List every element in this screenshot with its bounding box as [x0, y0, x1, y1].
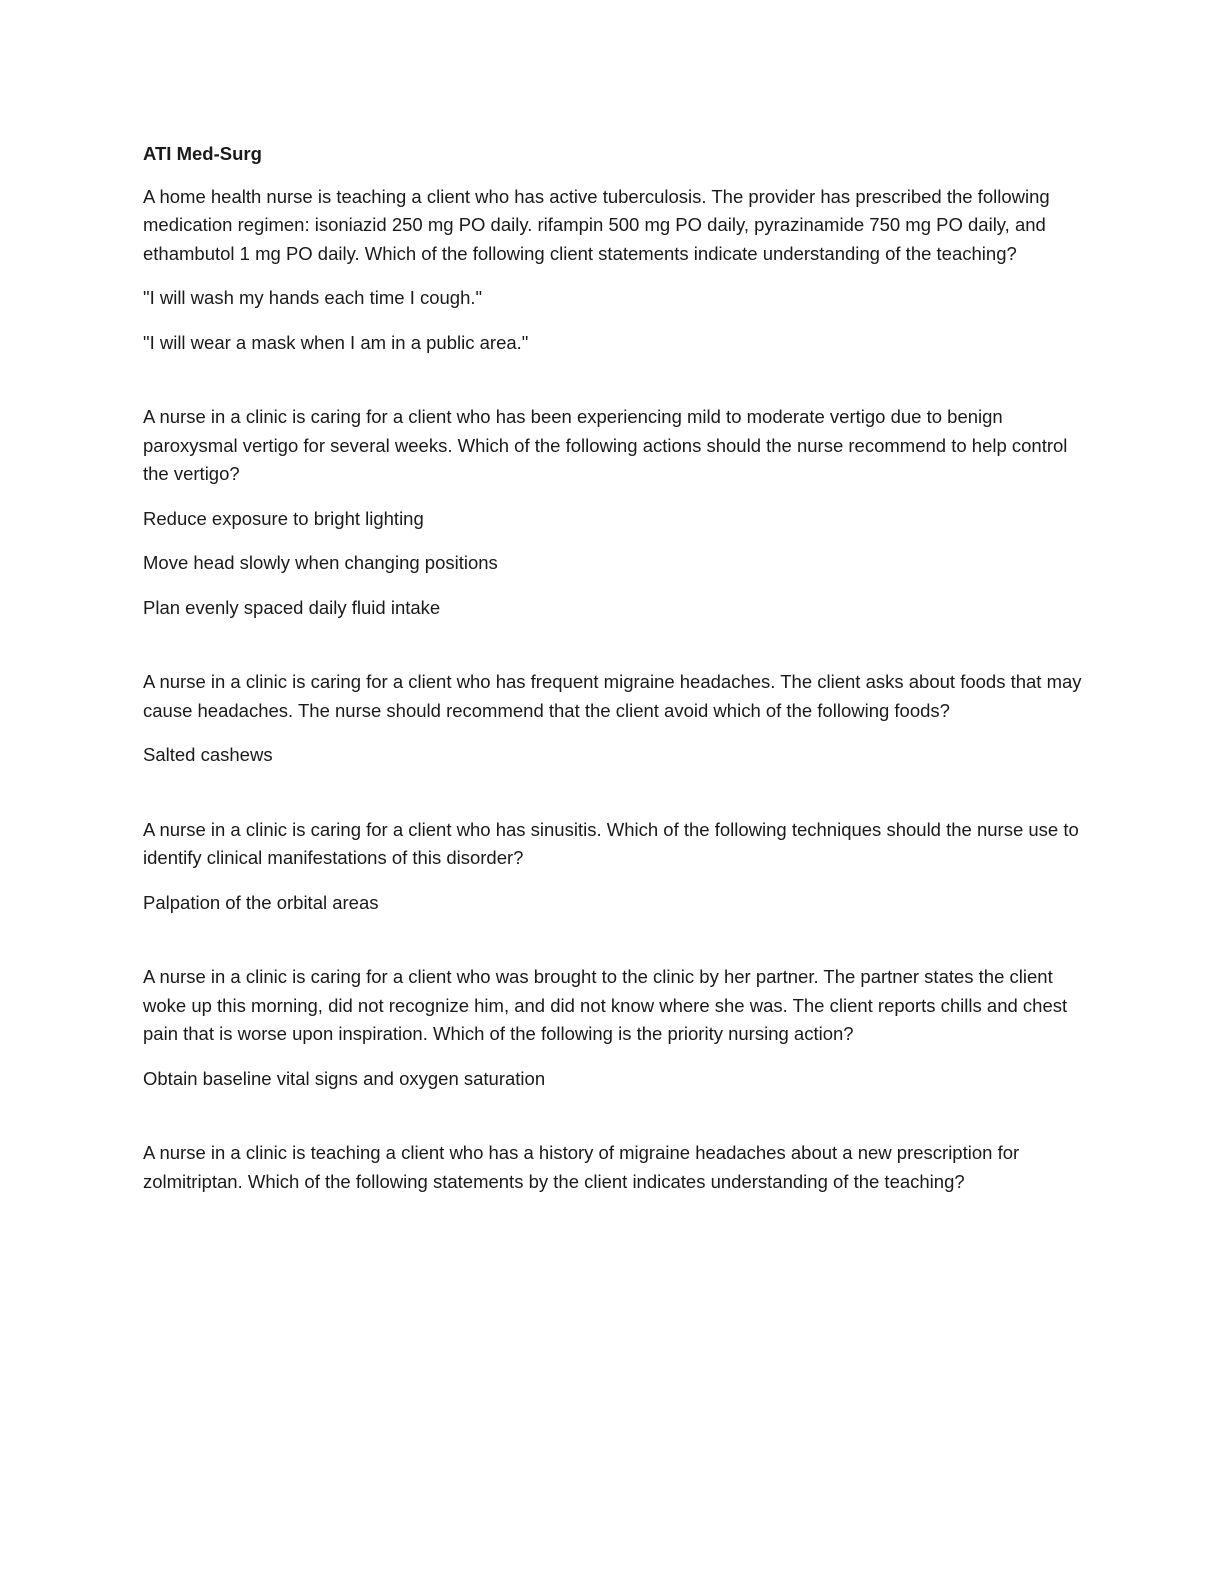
question-block-6 [143, 1139, 1083, 1196]
answer-text: "I will wash my hands each time I cough." [143, 287, 483, 308]
answer-text: Salted cashews [143, 744, 273, 765]
question-block-2 [143, 403, 1083, 622]
answer-text: Obtain baseline vital signs and oxygen saturation [143, 1067, 546, 1089]
question-block-1 [143, 183, 1083, 358]
question-text: A nurse in a clinic is teaching a client who has a history of migraine headaches about a new prescription for zolmitriptan. Which of the following statements by the client indicates understanding of the teaching? [143, 1142, 1020, 1192]
question-text: A nurse in a clinic is caring for a client who has been experiencing mild to moderate vertigo due to benign paroxysmal vertigo for several weeks. Which of the following actions should the nurse recommend to help control the vertigo? [143, 406, 1068, 484]
question-text: A home health nurse is teaching a client who has active tuberculosis. The provider has prescribed the following medication regimen: isoniazid 250 mg PO daily. rifampin 500 mg PO daily, pyrazinamide 750 mg PO daily, and ethambutol 1 mg PO daily. Which of the following client statements indicate understanding of the teaching? [143, 185, 1050, 264]
document-page [143, 140, 1083, 1212]
question-block-3 [143, 668, 1083, 770]
question-text: A nurse in a clinic is caring for a client who has frequent migraine headaches. The client asks about foods that may cause headaches. The nurse should recommend that the client avoid which of the following foods? [143, 671, 1082, 721]
question-text: A nurse in a clinic is caring for a client who was brought to the clinic by her partner. The partner states the client woke up this morning, did not recognize him, and did not know where she was. The client reports chills and chest pain that is worse upon inspiration. Which of the following is the priority nursing action? [143, 966, 1068, 1044]
question-block-5 [143, 963, 1083, 1093]
question-block-4 [143, 816, 1083, 918]
question-text: A nurse in a clinic is caring for a client who has sinusitis. Which of the following techniques should the nurse use to identify clinical manifestations of this disorder? [143, 818, 1079, 868]
answer-text: Palpation of the orbital areas [143, 891, 379, 913]
answer-text: Plan evenly spaced daily fluid intake [143, 596, 441, 618]
answer-text: "I will wear a mask when I am in a public area." [143, 331, 529, 353]
document-title: ATI Med-Surg [143, 143, 262, 164]
answer-text: Move head slowly when changing positions [143, 552, 498, 573]
answer-text: Reduce exposure to bright lighting [143, 507, 424, 529]
